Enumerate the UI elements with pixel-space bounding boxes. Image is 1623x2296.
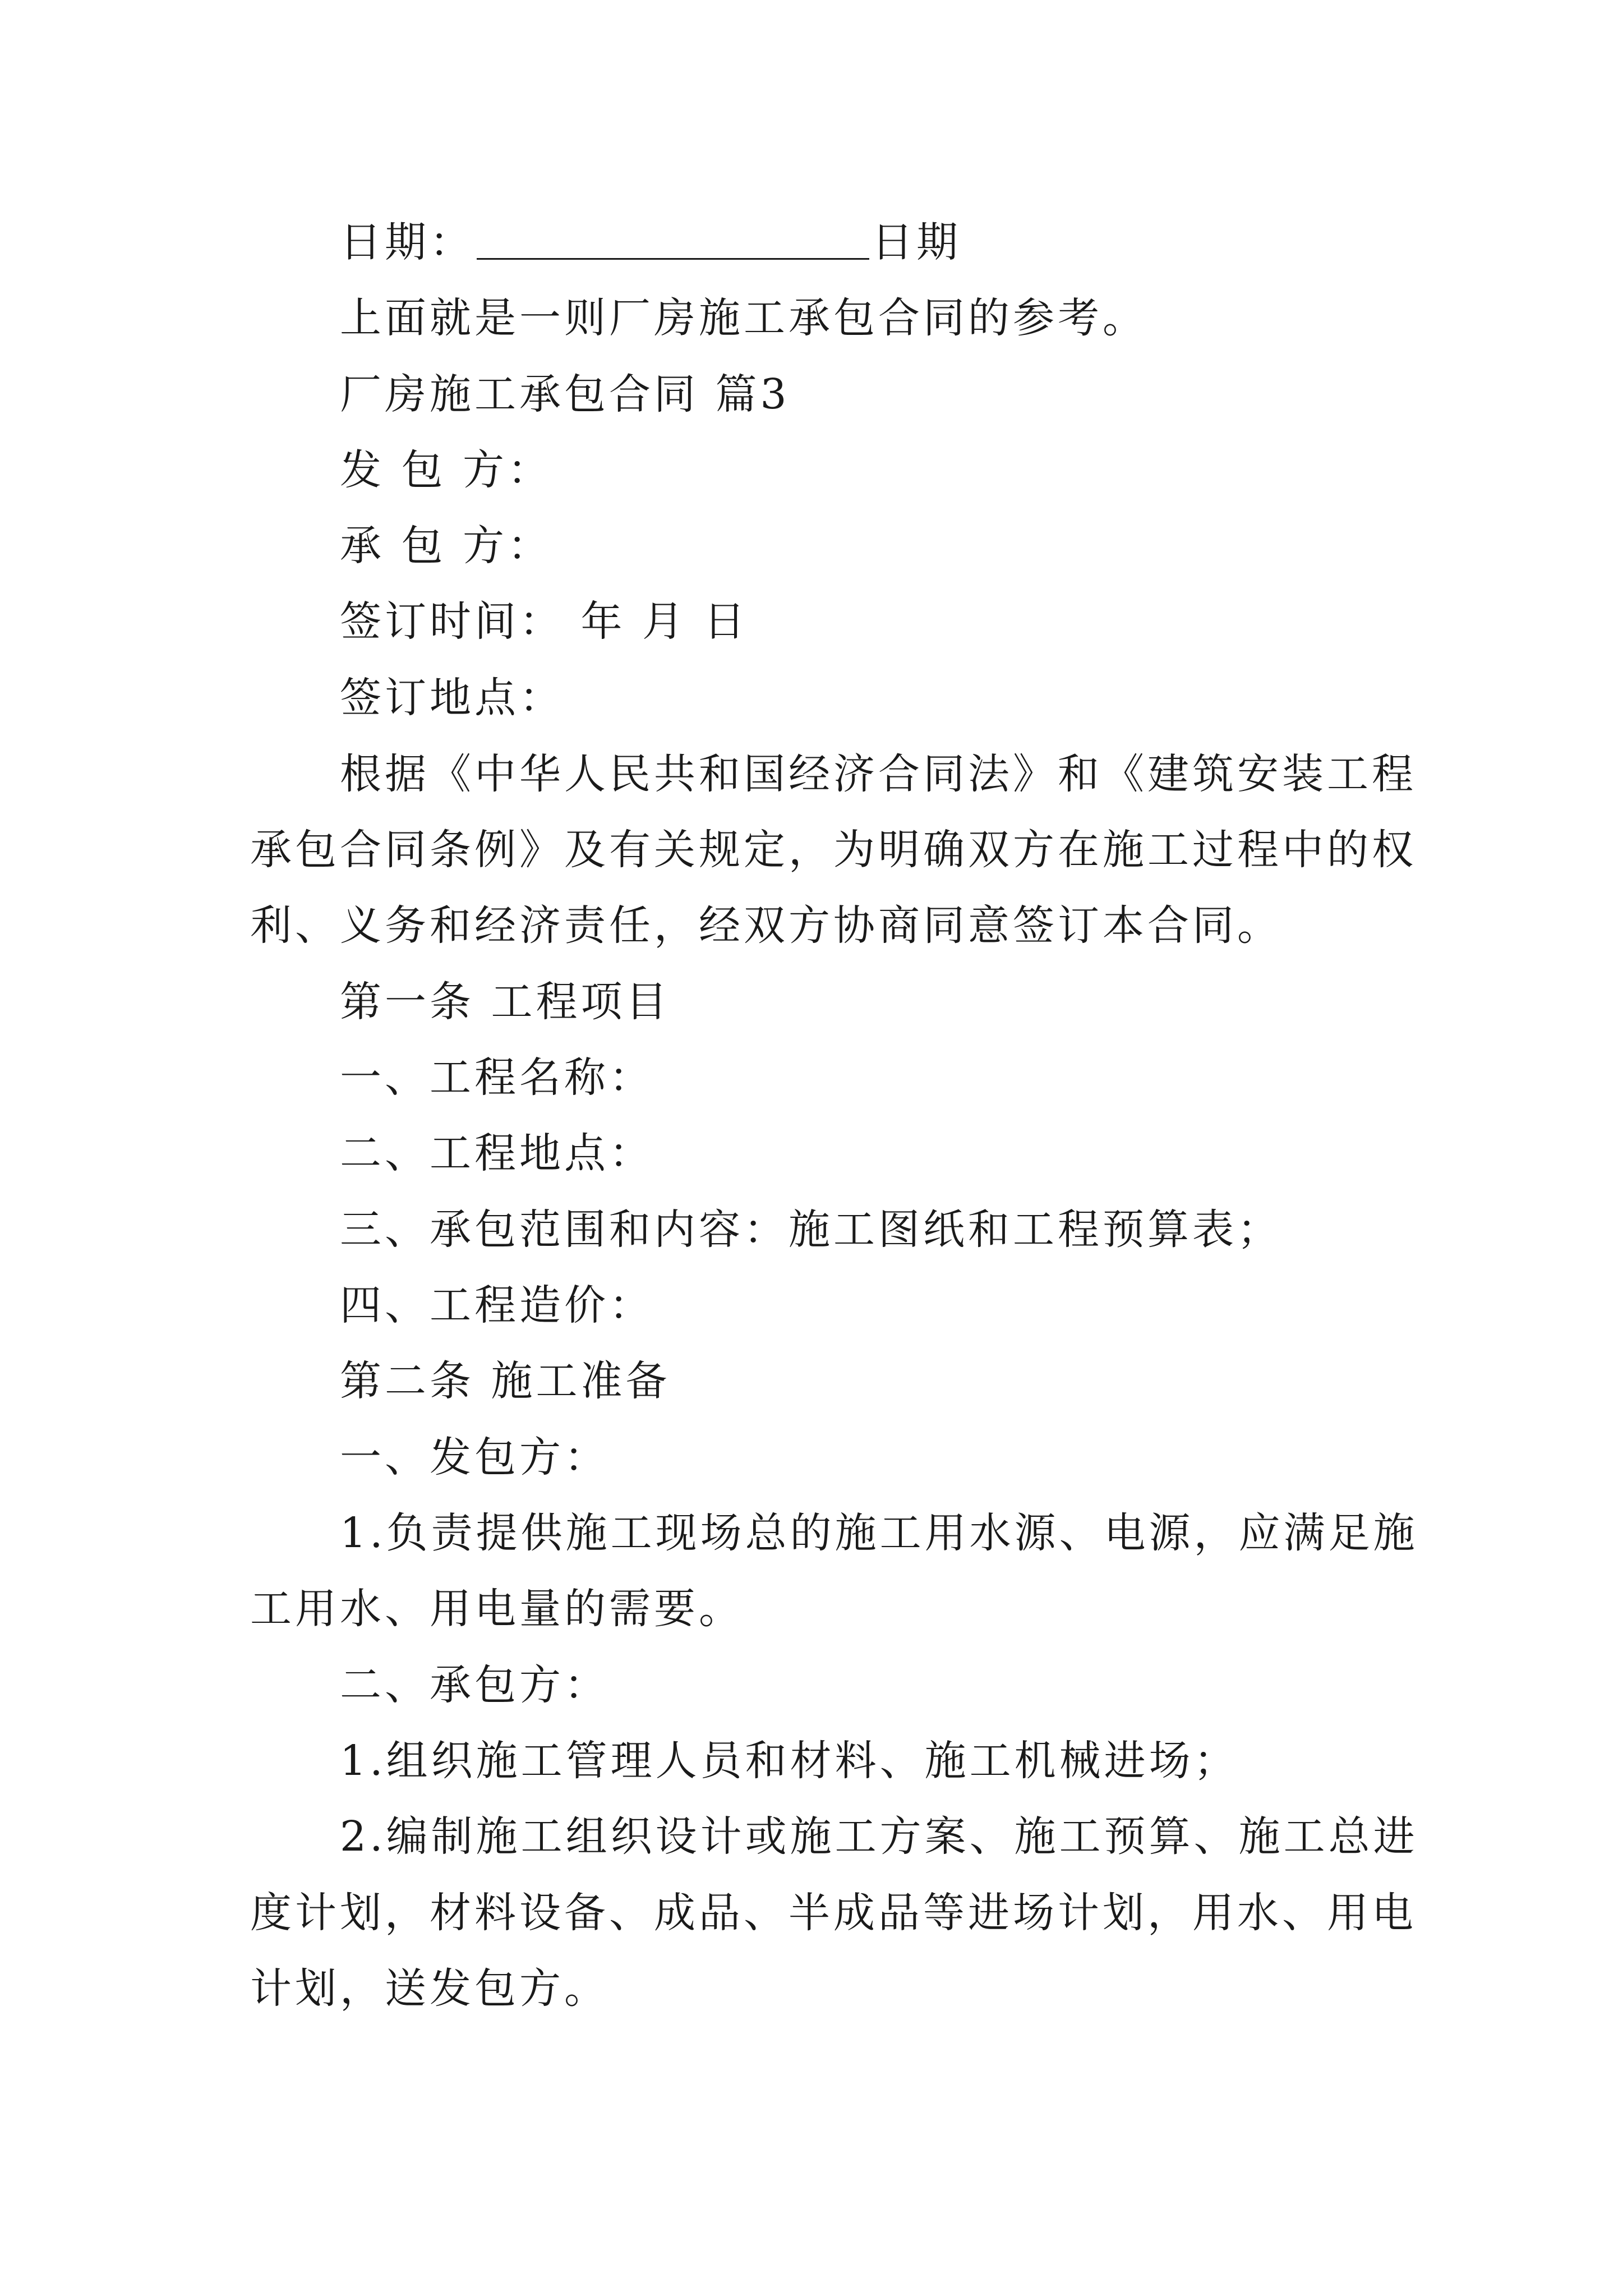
list-item: 二、承包方：	[340, 1661, 609, 1709]
paragraph-line: 根据《中华人民共和国经济合同法》和《建筑安装工程	[340, 750, 1417, 798]
sign-date-line: 签订时间： 年 月 日	[340, 597, 749, 646]
paragraph-line: 度计划，材料设备、成品、半成品等进场计划，用水、用电	[250, 1889, 1417, 1937]
paragraph-line: 利、义务和经济责任，经双方协商同意签订本合同。	[250, 901, 1282, 950]
list-item: 四、工程造价：	[340, 1281, 654, 1329]
section-heading: 厂房施工承包合同 篇3	[340, 370, 790, 418]
paragraph-line: 1.负责提供施工现场总的施工用水源、电源，应满足施	[340, 1509, 1418, 1557]
date-label: 日期：	[340, 218, 474, 266]
date-line	[340, 218, 961, 266]
paragraph-line: 1.组织施工管理人员和材料、施工机械进场；	[340, 1737, 1239, 1785]
paragraph-line: 2.编制施工组织设计或施工方案、施工预算、施工总进	[340, 1812, 1418, 1861]
list-item: 二、工程地点：	[340, 1129, 654, 1177]
paragraph-line: 承包合同条例》及有关规定，为明确双方在施工过程中的权	[250, 826, 1417, 874]
paragraph-line: 计划，送发包方。	[250, 1964, 609, 2013]
list-item: 一、工程名称：	[340, 1053, 654, 1102]
date-suffix: 日期	[872, 218, 961, 266]
list-item: 一、发包方：	[340, 1433, 609, 1481]
date-blank-field	[477, 223, 869, 260]
party-b-line: 承 包 方：	[340, 522, 553, 570]
article-heading: 第二条 施工准备	[340, 1357, 671, 1405]
paragraph-line: 工用水、用电量的需要。	[250, 1585, 744, 1633]
list-item: 三、承包范围和内容：施工图纸和工程预算表；	[340, 1205, 1282, 1254]
sign-place-line: 签订地点：	[340, 674, 564, 722]
party-a-line: 发 包 方：	[340, 446, 553, 494]
paragraph-line: 上面就是一则厂房施工承包合同的参考。	[340, 294, 1147, 342]
article-heading: 第一条 工程项目	[340, 978, 671, 1026]
